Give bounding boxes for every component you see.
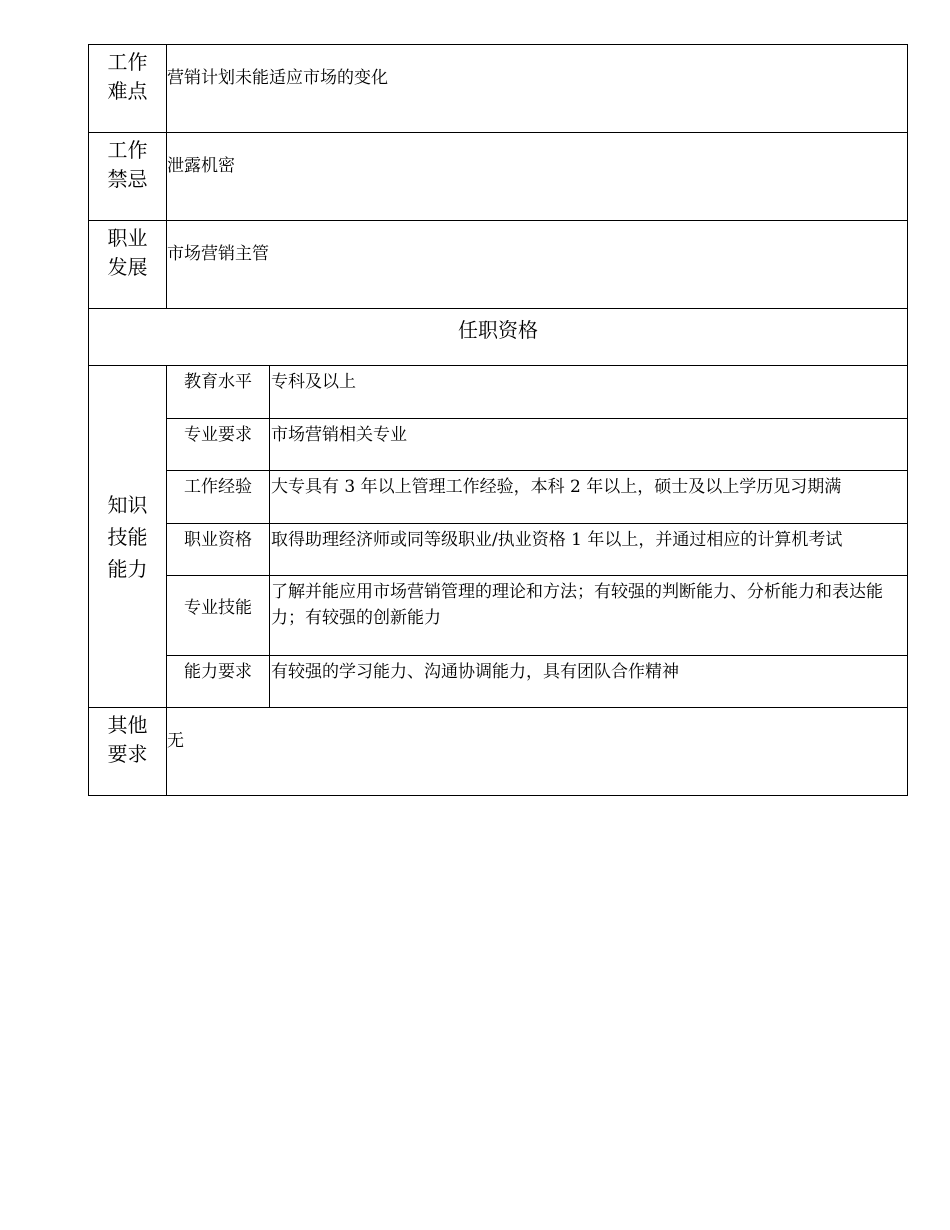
label-line: 工作 <box>107 50 148 74</box>
row-other-requirements <box>89 708 908 796</box>
row-major <box>89 419 908 471</box>
label-professional-skills: 专业技能 <box>167 576 270 656</box>
label-education: 教育水平 <box>167 366 270 419</box>
value-education: 专科及以上 <box>270 366 908 419</box>
label-line: 知识 <box>107 492 148 517</box>
label-line: 禁忌 <box>107 167 148 191</box>
label-line: 难点 <box>107 79 148 103</box>
label-knowledge-skills-abilities <box>89 366 167 708</box>
label-line: 职业 <box>107 226 148 250</box>
row-education <box>89 366 908 419</box>
label-other-requirements <box>89 708 167 796</box>
row-certification <box>89 524 908 576</box>
row-work-taboo <box>89 133 908 221</box>
label-line: 工作 <box>107 138 148 162</box>
job-description-table <box>88 44 908 796</box>
label-line: 其他 <box>107 713 148 737</box>
label-line: 能力 <box>107 556 148 581</box>
label-ability-requirements: 能力要求 <box>167 656 270 708</box>
label-career-development <box>89 221 167 309</box>
label-line: 技能 <box>107 524 148 549</box>
value-other-requirements: 无 <box>167 708 908 796</box>
section-title-qualifications: 任职资格 <box>89 309 908 366</box>
label-major: 专业要求 <box>167 419 270 471</box>
value-ability-requirements: 有较强的学习能力、沟通协调能力，具有团队合作精神 <box>270 656 908 708</box>
label-line: 发展 <box>107 255 148 279</box>
value-work-difficulty: 营销计划未能适应市场的变化 <box>167 45 908 133</box>
value-professional-skills: 了解并能应用市场营销管理的理论和方法；有较强的判断能力、分析能力和表达能力；有较强的创新能力 <box>270 576 908 656</box>
row-ability-requirements <box>89 656 908 708</box>
row-work-difficulty <box>89 45 908 133</box>
label-line: 要求 <box>107 742 148 766</box>
row-qualifications-title <box>89 309 908 366</box>
row-professional-skills <box>89 576 908 656</box>
label-certification: 职业资格 <box>167 524 270 576</box>
label-experience: 工作经验 <box>167 471 270 524</box>
value-career-development: 市场营销主管 <box>167 221 908 309</box>
row-experience <box>89 471 908 524</box>
value-experience: 大专具有 3 年以上管理工作经验，本科 2 年以上，硕士及以上学历见习期满 <box>270 471 908 524</box>
row-career-development <box>89 221 908 309</box>
value-work-taboo: 泄露机密 <box>167 133 908 221</box>
value-certification: 取得助理经济师或同等级职业/执业资格 1 年以上，并通过相应的计算机考试 <box>270 524 908 576</box>
value-major: 市场营销相关专业 <box>270 419 908 471</box>
label-work-taboo <box>89 133 167 221</box>
label-work-difficulty <box>89 45 167 133</box>
